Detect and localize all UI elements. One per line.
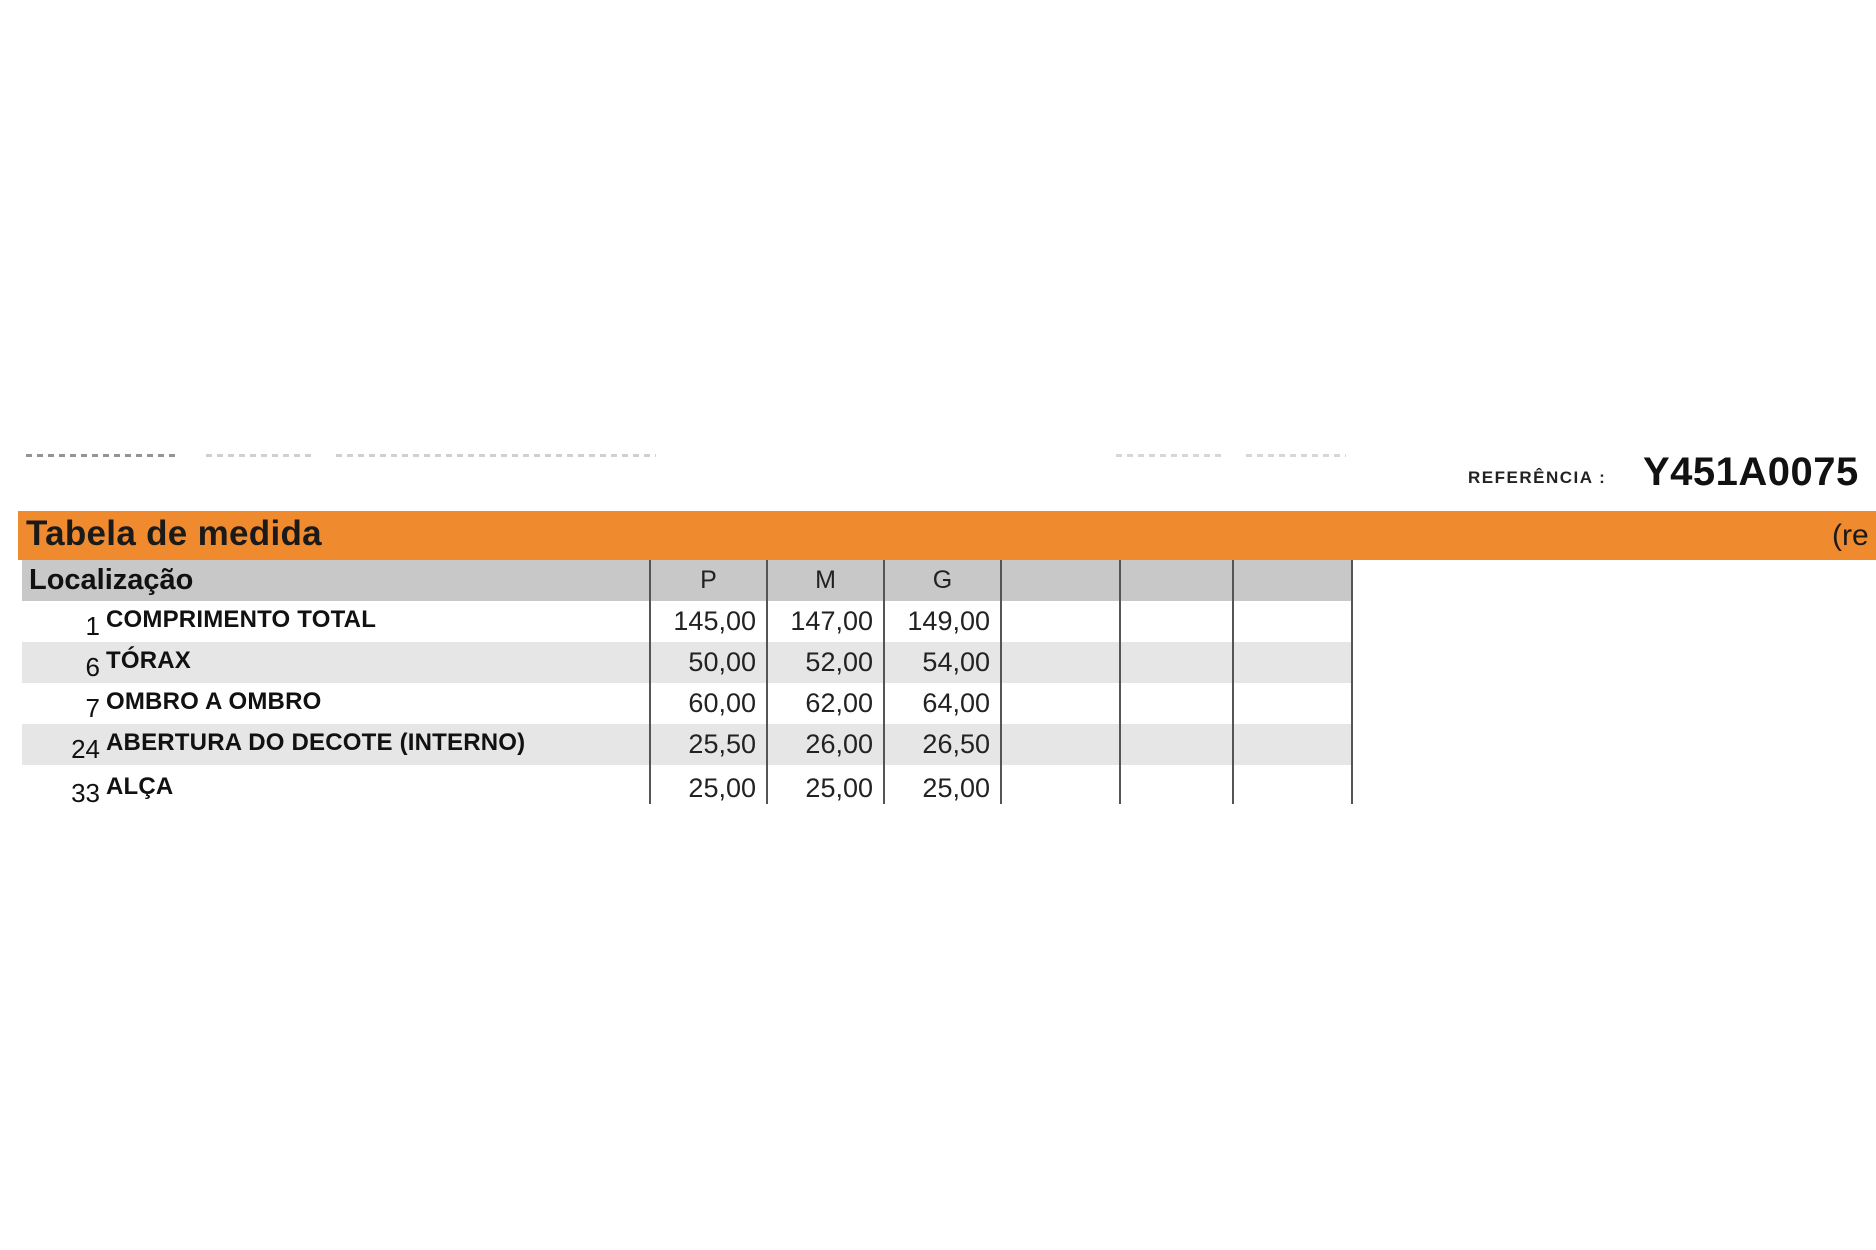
- row-number: 24: [71, 734, 100, 764]
- measurement-table: [22, 560, 1353, 804]
- value-cell: [1001, 642, 1120, 683]
- value-cell: 25,50: [650, 724, 767, 765]
- location-cell: [22, 642, 650, 683]
- location-cell: [22, 765, 650, 804]
- location-cell: [22, 683, 650, 724]
- faded-text-fragment: [26, 454, 176, 457]
- location-column-header: Localização: [22, 560, 650, 601]
- value-cell: 26,00: [767, 724, 884, 765]
- row-number: 33: [71, 778, 100, 804]
- reference-label: REFERÊNCIA :: [1468, 468, 1607, 487]
- row-number: 1: [85, 611, 100, 641]
- faded-header-line: [26, 448, 1356, 464]
- value-cell: [1233, 765, 1352, 804]
- value-cell: 25,00: [884, 765, 1001, 804]
- reference-value: Y451A0075: [1643, 450, 1859, 494]
- value-cell: [1120, 642, 1233, 683]
- value-cell: [1001, 683, 1120, 724]
- value-cell: [1233, 642, 1352, 683]
- faded-text-fragment: [206, 454, 316, 457]
- table-row: [22, 765, 1352, 804]
- title-suffix: (re: [1832, 519, 1869, 552]
- table-header-row: [22, 560, 1352, 601]
- table-row: [22, 642, 1352, 683]
- value-cell: 52,00: [767, 642, 884, 683]
- value-cell: 50,00: [650, 642, 767, 683]
- row-name: ALÇA: [106, 773, 174, 800]
- value-cell: 147,00: [767, 601, 884, 642]
- table-row: [22, 724, 1352, 765]
- size-column-header: [1120, 560, 1233, 601]
- size-column-header: G: [884, 560, 1001, 601]
- value-cell: [1233, 683, 1352, 724]
- value-cell: [1001, 765, 1120, 804]
- faded-text-fragment: [1116, 454, 1226, 457]
- row-number: 7: [85, 693, 100, 723]
- value-cell: 54,00: [884, 642, 1001, 683]
- value-cell: [1120, 724, 1233, 765]
- size-column-header: P: [650, 560, 767, 601]
- value-cell: [1001, 724, 1120, 765]
- size-column-header: [1233, 560, 1352, 601]
- size-column-header: [1001, 560, 1120, 601]
- row-name: COMPRIMENTO TOTAL: [106, 606, 377, 633]
- title-bar: [18, 511, 1876, 560]
- value-cell: 149,00: [884, 601, 1001, 642]
- location-cell: [22, 601, 650, 642]
- table-row: [22, 683, 1352, 724]
- value-cell: [1120, 765, 1233, 804]
- faded-text-fragment: [1246, 454, 1346, 457]
- value-cell: 25,00: [767, 765, 884, 804]
- value-cell: 25,00: [650, 765, 767, 804]
- value-cell: [1120, 601, 1233, 642]
- table-row: [22, 601, 1352, 642]
- value-cell: 62,00: [767, 683, 884, 724]
- table-title: Tabela de medida: [26, 514, 322, 553]
- value-cell: [1001, 601, 1120, 642]
- faded-text-fragment: [336, 454, 656, 457]
- location-cell: [22, 724, 650, 765]
- value-cell: [1120, 683, 1233, 724]
- value-cell: [1233, 724, 1352, 765]
- value-cell: [1233, 601, 1352, 642]
- row-name: TÓRAX: [106, 647, 191, 674]
- value-cell: 145,00: [650, 601, 767, 642]
- value-cell: 60,00: [650, 683, 767, 724]
- value-cell: 64,00: [884, 683, 1001, 724]
- size-column-header: M: [767, 560, 884, 601]
- row-name: ABERTURA DO DECOTE (INTERNO): [106, 729, 526, 756]
- row-number: 6: [85, 652, 100, 682]
- value-cell: 26,50: [884, 724, 1001, 765]
- row-name: OMBRO A OMBRO: [106, 688, 322, 715]
